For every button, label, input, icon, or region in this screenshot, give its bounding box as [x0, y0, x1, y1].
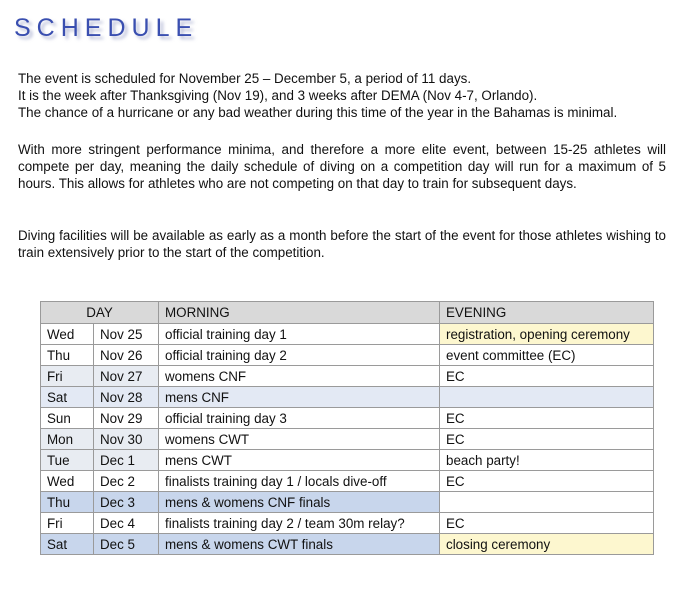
row-date: Dec 1 [94, 450, 159, 471]
table-row [41, 492, 654, 513]
row-dow: Thu [41, 492, 94, 513]
row-dow: Fri [41, 513, 94, 534]
row-evening: EC [440, 513, 654, 534]
row-evening: event committee (EC) [440, 345, 654, 366]
performance-paragraph [18, 141, 666, 192]
facilities-text: Diving facilities will be available as early as a month before the start of the event for those athletes wishing to train extensively prior to the start of the competition. [18, 228, 666, 260]
table-row [41, 429, 654, 450]
row-evening [440, 492, 654, 513]
table-row [41, 408, 654, 429]
table-row [41, 345, 654, 366]
table-row [41, 471, 654, 492]
table-row [41, 513, 654, 534]
row-morning: mens & womens CWT finals [159, 534, 440, 555]
table-row [41, 387, 654, 408]
table-row [41, 534, 654, 555]
header-morning: MORNING [159, 302, 440, 324]
row-morning: womens CNF [159, 366, 440, 387]
header-evening: EVENING [440, 302, 654, 324]
row-dow: Mon [41, 429, 94, 450]
row-evening: registration, opening ceremony [440, 324, 654, 345]
row-evening: EC [440, 429, 654, 450]
row-evening: EC [440, 408, 654, 429]
row-date: Dec 5 [94, 534, 159, 555]
intro-line: It is the week after Thanksgiving (Nov 19), and 3 weeks after DEMA (Nov 4-7, Orlando). [18, 88, 538, 103]
row-date: Nov 30 [94, 429, 159, 450]
row-date: Nov 29 [94, 408, 159, 429]
row-date: Nov 25 [94, 324, 159, 345]
facilities-paragraph [18, 227, 666, 261]
table-header-row [41, 302, 654, 324]
row-date: Dec 3 [94, 492, 159, 513]
schedule-table [40, 301, 654, 555]
row-dow: Sun [41, 408, 94, 429]
row-evening: beach party! [440, 450, 654, 471]
row-dow: Thu [41, 345, 94, 366]
row-date: Nov 27 [94, 366, 159, 387]
row-morning: official training day 2 [159, 345, 440, 366]
row-evening: closing ceremony [440, 534, 654, 555]
intro-line: The chance of a hurricane or any bad weather during this time of the year in the Bahamas is minimal. [18, 105, 618, 120]
row-dow: Wed [41, 471, 94, 492]
row-morning: official training day 3 [159, 408, 440, 429]
header-day: DAY [41, 302, 159, 324]
row-date: Dec 2 [94, 471, 159, 492]
row-morning: mens CWT [159, 450, 440, 471]
performance-text: With more stringent performance minima, and therefore a more elite event, between 15-25 athletes will compete per day, meaning the daily schedule of diving on a competition day will run for a maximum of 5 hours. This allows for athletes who are not competing on that day to train for subsequent days. [18, 142, 666, 191]
row-date: Nov 28 [94, 387, 159, 408]
row-dow: Wed [41, 324, 94, 345]
row-morning: finalists training day 1 / locals dive-off [159, 471, 440, 492]
table-row [41, 366, 654, 387]
page-title: SCHEDULE [14, 14, 199, 42]
row-morning: mens CNF [159, 387, 440, 408]
row-morning: finalists training day 2 / team 30m relay? [159, 513, 440, 534]
row-dow: Sat [41, 534, 94, 555]
row-morning: official training day 1 [159, 324, 440, 345]
row-dow: Tue [41, 450, 94, 471]
row-date: Dec 4 [94, 513, 159, 534]
table-row [41, 324, 654, 345]
row-date: Nov 26 [94, 345, 159, 366]
row-dow: Sat [41, 387, 94, 408]
row-morning: womens CWT [159, 429, 440, 450]
intro-line: The event is scheduled for November 25 – December 5, a period of 11 days. [18, 71, 472, 86]
row-evening: EC [440, 471, 654, 492]
intro-paragraph [18, 70, 666, 121]
row-evening [440, 387, 654, 408]
row-dow: Fri [41, 366, 94, 387]
row-evening: EC [440, 366, 654, 387]
table-row [41, 450, 654, 471]
row-morning: mens & womens CNF finals [159, 492, 440, 513]
